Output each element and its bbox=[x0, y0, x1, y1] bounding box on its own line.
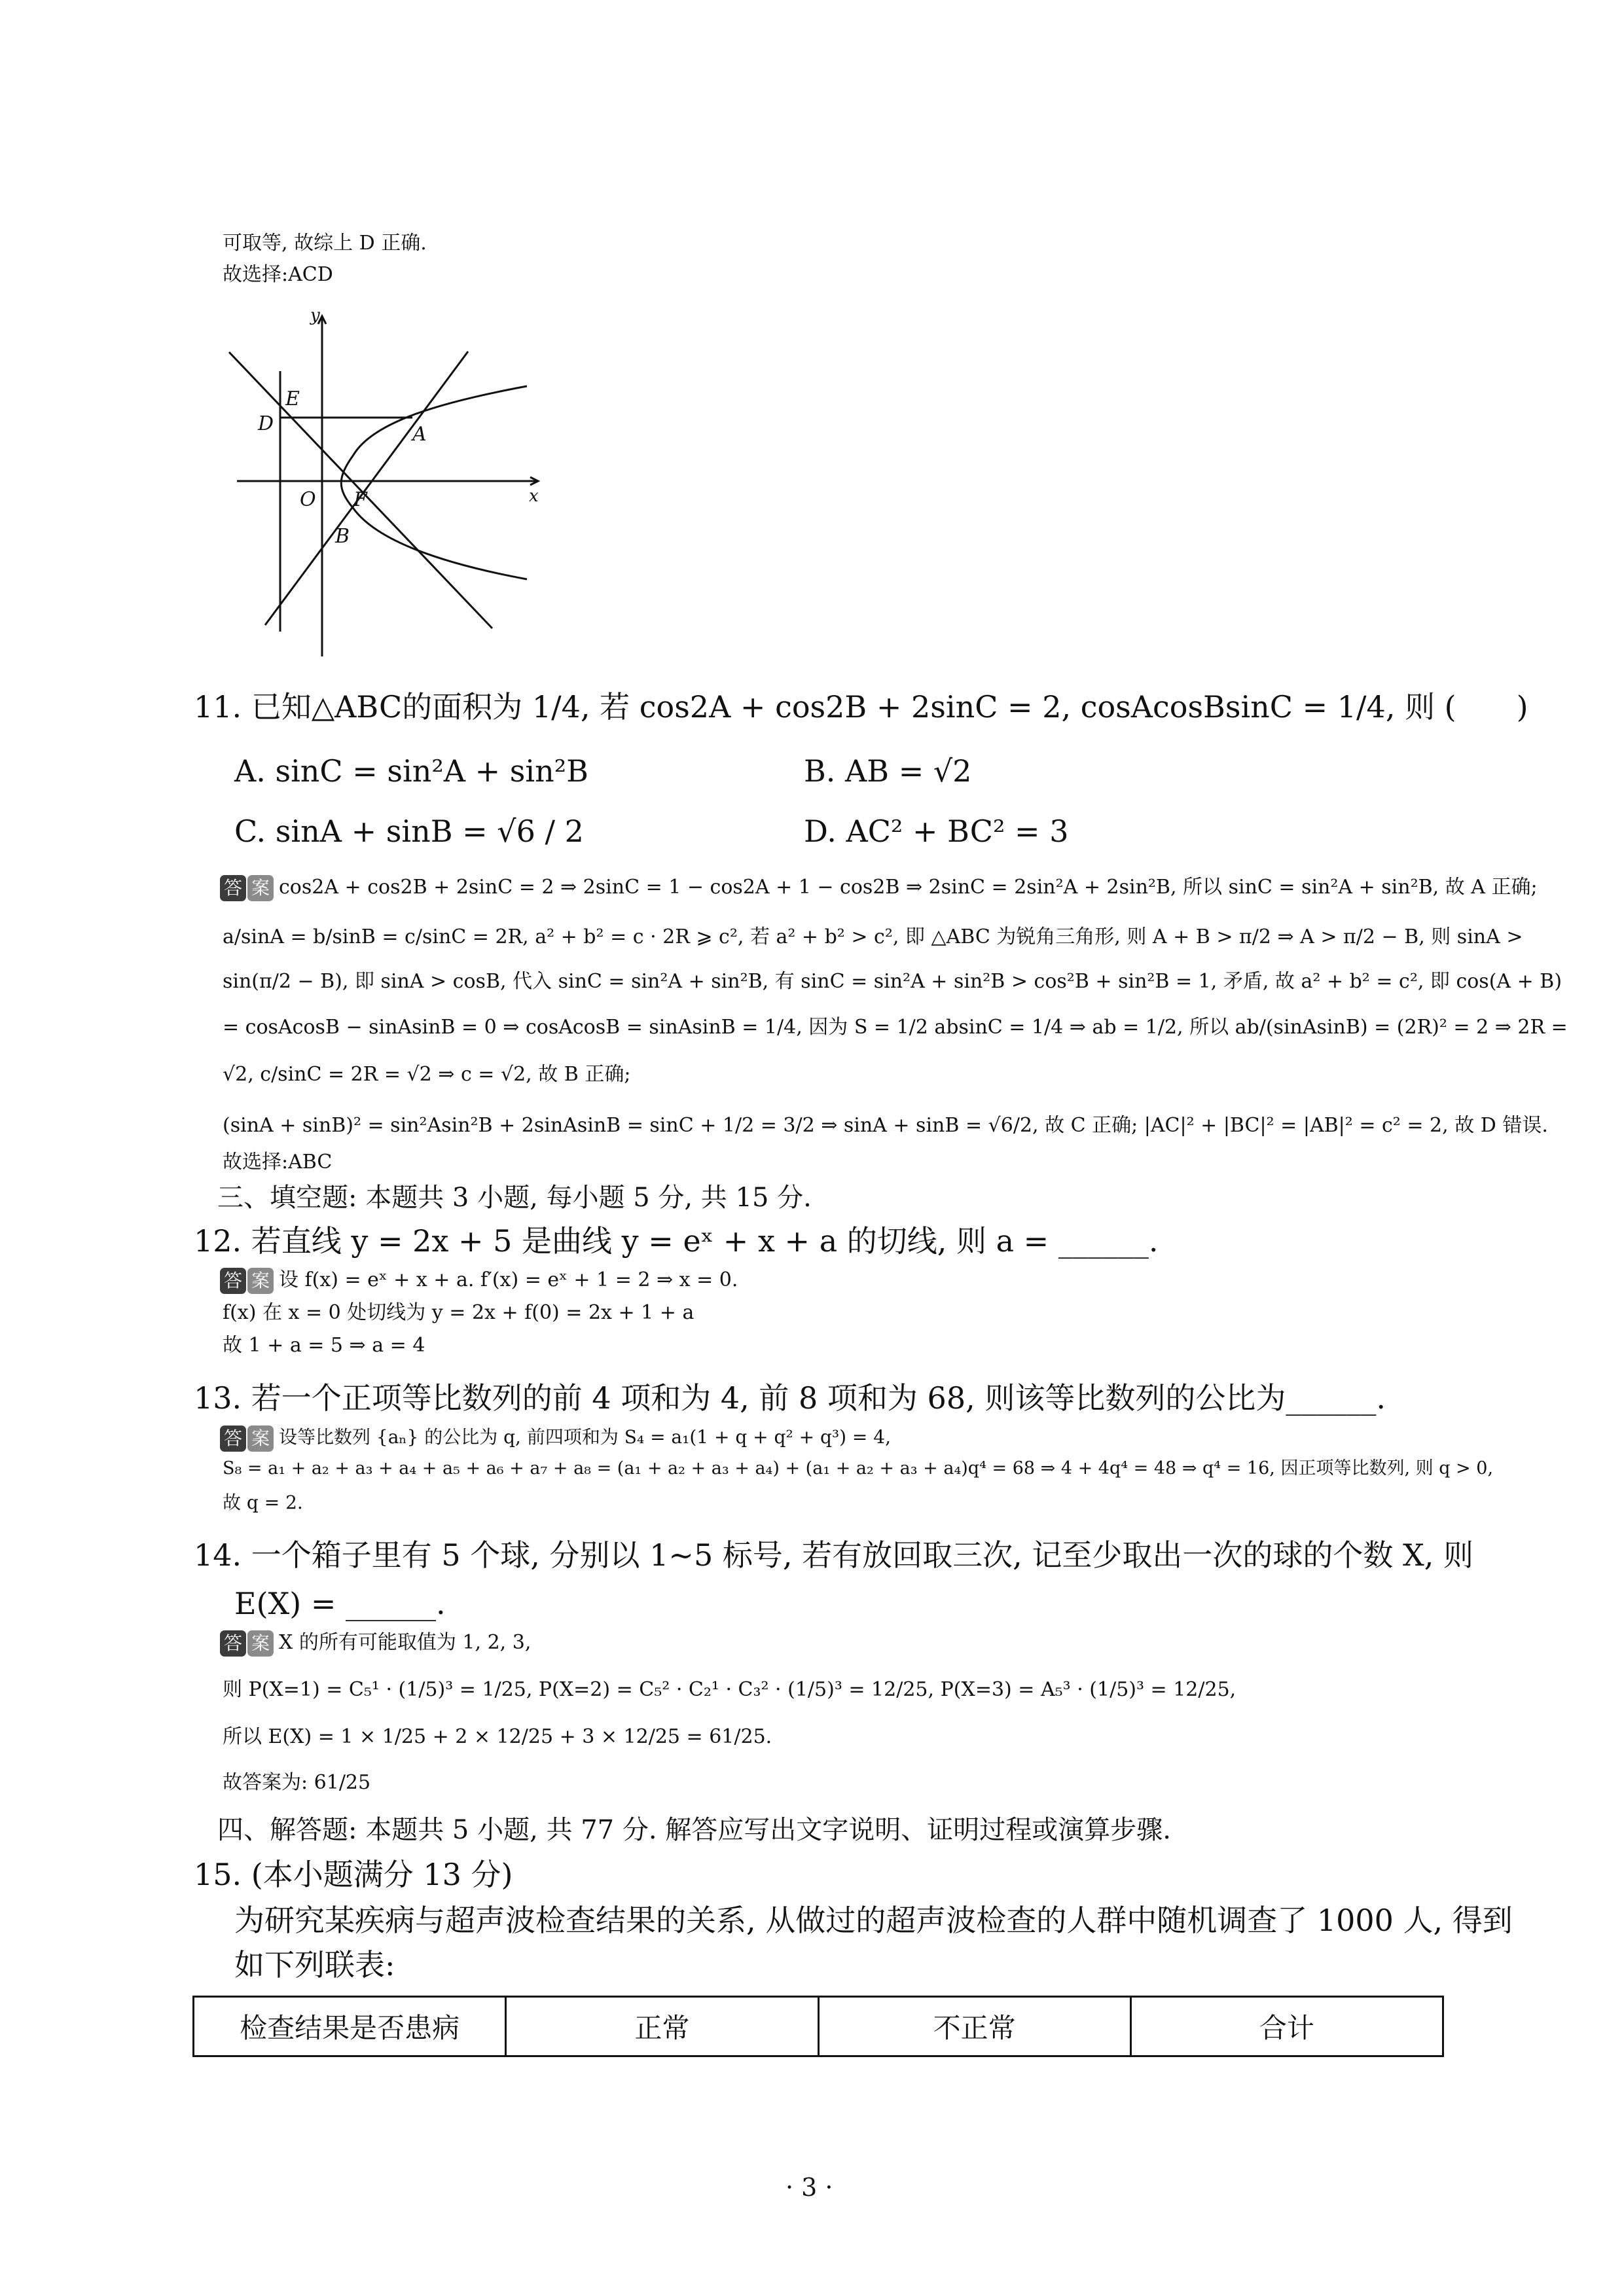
continued-text: 可取等, 故综上 D 正确. bbox=[223, 232, 427, 255]
q11-option-a: A. sinC = sin²A + sin²B bbox=[234, 753, 588, 789]
label-e: E bbox=[285, 387, 300, 410]
parabola-curve bbox=[341, 386, 527, 579]
q11-option-b: B. AB = √2 bbox=[804, 753, 972, 789]
q12-answer-line-3: 故 1 + a = 5 ⇒ a = 4 bbox=[223, 1334, 425, 1357]
table-row bbox=[194, 1997, 1443, 2056]
table-header-cell: 正常 bbox=[506, 1997, 818, 2056]
q11-answer-line-6: (sinA + sinB)² = sin²Asin²B + 2sinAsinB = sinC + 1/2 = 3/2 ⇒ sinA + sinB = √6/2, 故 C 正确; |AC|² + |BC|² = |AB|² = c² = 2, 故 D 错误. bbox=[223, 1114, 1548, 1137]
q12-answer-line-1: 答 案 设 f(x) = eˣ + x + a. f′(x) = eˣ + 1 = 2 ⇒ x = 0. bbox=[220, 1267, 738, 1294]
q13-answer-line-2: S₈ = a₁ + a₂ + a₃ + a₄ + a₅ + a₆ + a₇ + a₈ = (a₁ + a₂ + a₃ + a₄) + (a₁ + a₂ + a₃ + a₄)q⁴ = 68 ⇒ 4 + 4q⁴ = 48 ⇒ q⁴ = 16, 因正项等比数列, 则 q > 0, bbox=[223, 1458, 1494, 1479]
q14-answer-line-2: 则 P(X=1) = C₅¹ · (1/5)³ = 1/25, P(X=2) = C₅² · C₂¹ · C₃² · (1/5)³ = 12/25, P(X=3) = A₅³ · (1/5)³ = 12/25, bbox=[223, 1678, 1236, 1701]
q11-stem: 11. 已知△ABC的面积为 1/4, 若 cos2A + cos2B + 2sinC = 2, cosAcosBsinC = 1/4, 则 ( ) bbox=[194, 689, 1528, 725]
label-d: D bbox=[258, 412, 274, 435]
q12-stem: 12. 若直线 y = 2x + 5 是曲线 y = eˣ + x + a 的切线, 则 a = ______. bbox=[194, 1223, 1159, 1259]
q11-answer-line-4: = cosAcosB − sinAsinB = 0 ⇒ cosAcosB = sinAsinB = 1/4, 因为 S = 1/2 absinC = 1/4 ⇒ ab = 1/2, 所以 ab/(sinAsinB) = (2R)² = 2 ⇒ 2R = bbox=[223, 1016, 1568, 1039]
label-o: O bbox=[300, 488, 316, 511]
q13-answer-line-3: 故 q = 2. bbox=[223, 1492, 303, 1513]
answer-badge: 答 案 bbox=[220, 1630, 275, 1657]
q11-answer-line-3: sin(π/2 − B), 即 sinA > cosB, 代入 sinC = sin²A + sin²B, 有 sinC = sin²A + sin²B > cos²B + sin²B = 1, 矛盾, 故 a² + b² = c², 即 cos(A + B) bbox=[223, 970, 1562, 993]
q13-answer-line-1: 答 案 设等比数列 {aₙ} 的公比为 q, 前四项和为 S₄ = a₁(1 + q + q² + q³) = 4, bbox=[220, 1424, 891, 1452]
section-4-heading: 四、解答题: 本题共 5 小题, 共 77 分. 解答应写出文字说明、证明过程或演算步骤. bbox=[217, 1815, 1171, 1845]
q15-heading: 15. (本小题满分 13 分) bbox=[194, 1857, 513, 1892]
table-header-cell: 不正常 bbox=[818, 1997, 1130, 2056]
q15-text-line-2: 如下列联表: bbox=[234, 1947, 395, 1982]
q11-answer-line-1: 答 案 cos2A + cos2B + 2sinC = 2 ⇒ 2sinC = 1 − cos2A + 1 − cos2B ⇒ 2sinC = 2sin²A + 2sin²B, 所以 sinC = sin²A + sin²B, 故 A 正确; bbox=[220, 874, 1538, 901]
q15-text-line-1: 为研究某疾病与超声波检查结果的关系, 从做过的超声波检查的人群中随机调查了 1000 人, 得到 bbox=[234, 1903, 1513, 1938]
section-3-heading: 三、填空题: 本题共 3 小题, 每小题 5 分, 共 15 分. bbox=[217, 1183, 812, 1213]
answer-badge: 答 案 bbox=[220, 875, 275, 901]
q11-option-d: D. AC² + BC² = 3 bbox=[804, 814, 1069, 849]
label-b: B bbox=[335, 525, 350, 548]
page-number: · 3 · bbox=[785, 2173, 833, 2202]
table-header-cell: 检查结果是否患病 bbox=[194, 1997, 506, 2056]
contingency-table bbox=[192, 1996, 1444, 2057]
q14-stem-line-1: 14. 一个箱子里有 5 个球, 分别以 1~5 标号, 若有放回取三次, 记至少取出一次的球的个数 X, 则 bbox=[194, 1537, 1473, 1573]
label-x: x bbox=[529, 486, 539, 506]
answer-badge: 答 案 bbox=[220, 1426, 275, 1452]
answer-badge: 答 案 bbox=[220, 1268, 275, 1294]
q14-stem-line-2: E(X) = ______. bbox=[234, 1586, 446, 1621]
q13-stem: 13. 若一个正项等比数列的前 4 项和为 4, 前 8 项和为 68, 则该等比数列的公比为______. bbox=[194, 1380, 1386, 1416]
q11-option-c: C. sinA + sinB = √6 / 2 bbox=[234, 814, 584, 849]
answer-choice-text: 故选择:ACD bbox=[223, 263, 333, 286]
q12-answer-line-2: f(x) 在 x = 0 处切线为 y = 2x + f(0) = 2x + 1 + a bbox=[223, 1301, 695, 1324]
label-a: A bbox=[412, 423, 427, 446]
label-f: F bbox=[353, 488, 367, 511]
q11-answer-line-7: 故选择:ABC bbox=[223, 1151, 333, 1174]
q11-answer-line-5: √2, c/sinC = 2R = √2 ⇒ c = √2, 故 B 正确; bbox=[223, 1063, 631, 1086]
label-y: y bbox=[310, 306, 320, 325]
table-header-cell: 合计 bbox=[1130, 1997, 1443, 2056]
q14-answer-line-1: 答 案 X 的所有可能取值为 1, 2, 3, bbox=[220, 1630, 531, 1657]
q14-answer-line-4: 故答案为: 61/25 bbox=[223, 1771, 371, 1794]
q14-answer-line-3: 所以 E(X) = 1 × 1/25 + 2 × 12/25 + 3 × 12/25 = 61/25. bbox=[223, 1725, 772, 1748]
parabola-figure bbox=[223, 298, 563, 664]
q11-answer-line-2: a/sinA = b/sinB = c/sinC = 2R, a² + b² = c · 2R ⩾ c², 若 a² + b² > c², 即 △ABC 为锐角三角形, 则 A + B > π/2 ⇒ A > π/2 − B, 则 sinA > bbox=[223, 925, 1523, 948]
